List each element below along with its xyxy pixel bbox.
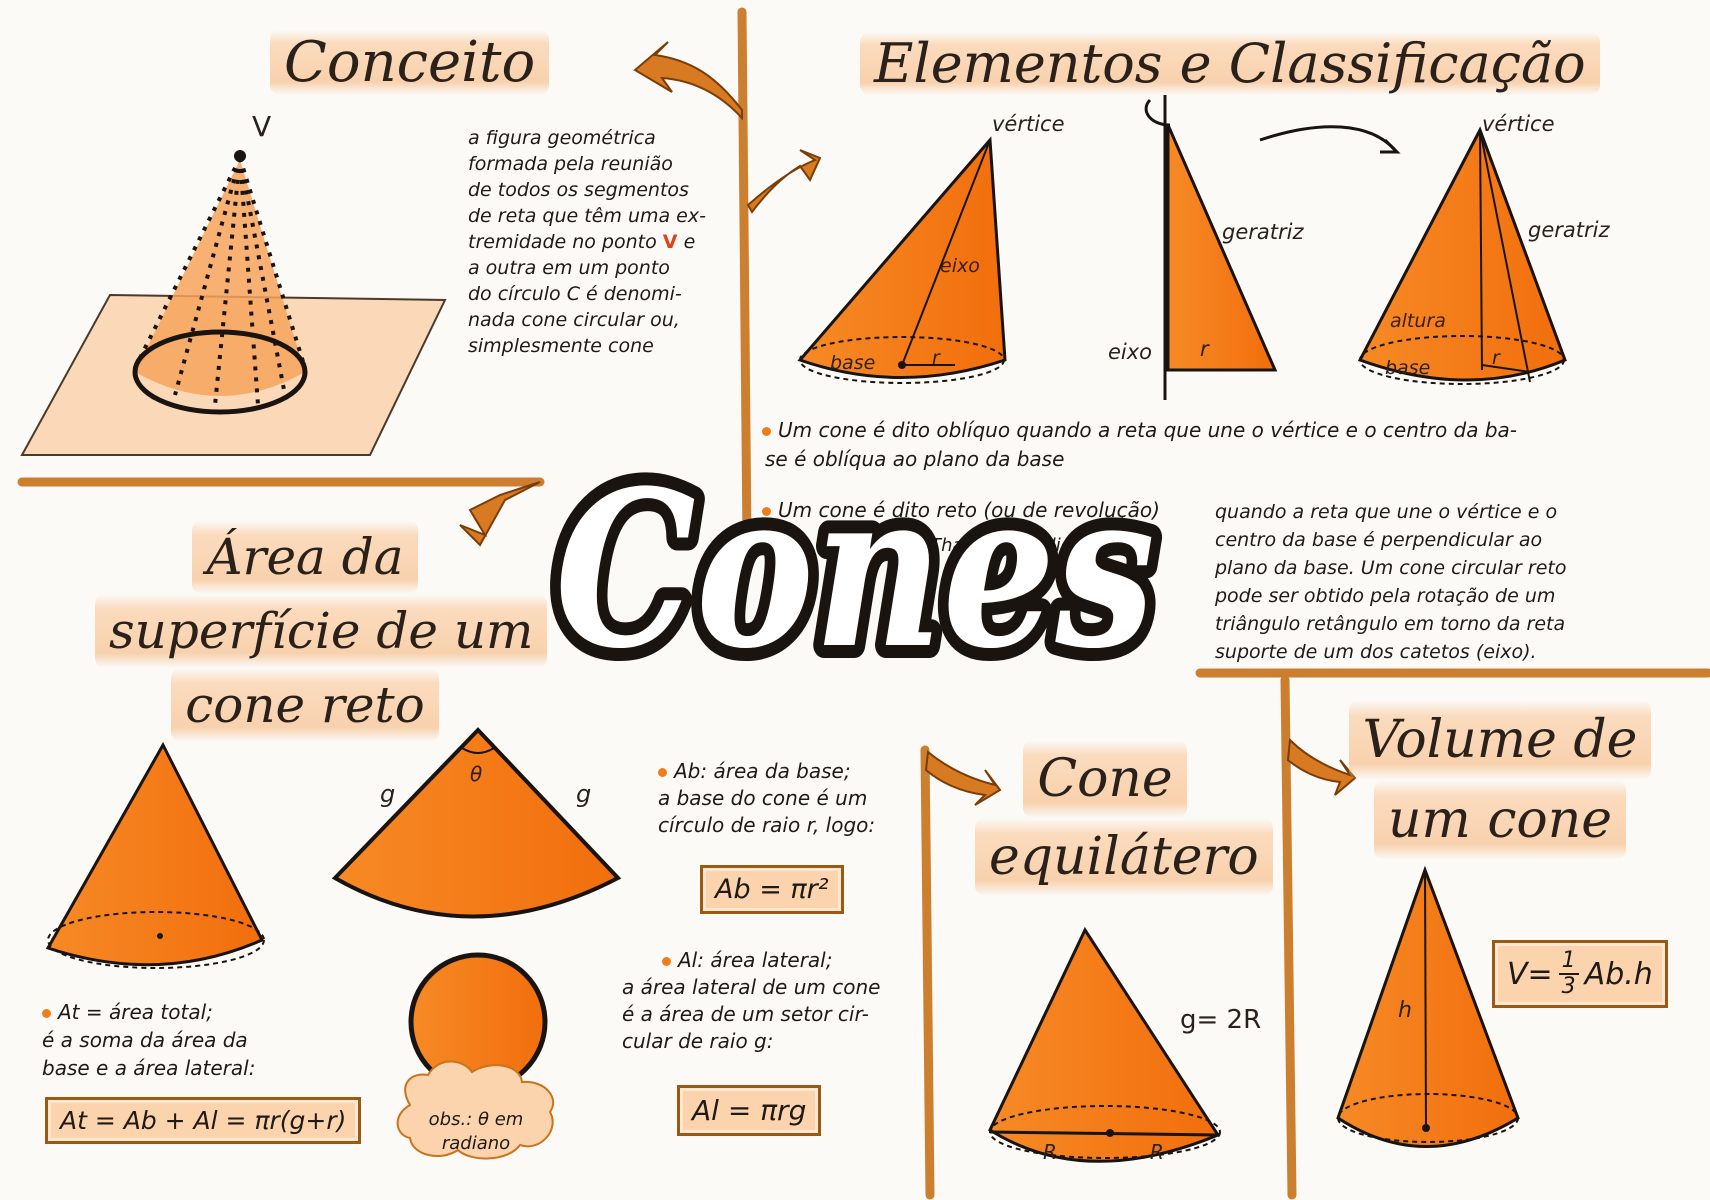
- base-label: base: [830, 352, 876, 374]
- at-formula: At = Ab + Al = πr(g+r): [45, 1097, 361, 1144]
- reto-start: Um cone é dito reto (ou de revolução): [762, 498, 1160, 522]
- area-title-line: superfície de um: [95, 594, 547, 668]
- main-title-text: Cones: [555, 443, 1155, 696]
- conceito-line: formada pela reunião: [468, 153, 673, 175]
- elementos-title: Elementos e Classificação: [860, 32, 1600, 95]
- reto-line: quando a reta que une o vértice e o: [1215, 501, 1558, 523]
- conceito-line: a figura geométrica: [468, 127, 656, 149]
- at-line: base e a área lateral:: [42, 1056, 256, 1080]
- author-credit: Profa. Thalita Cornelio: [872, 535, 1072, 556]
- conceito-e: e: [683, 231, 696, 253]
- conceito-line: simplesmente cone: [468, 335, 654, 357]
- eixo-label: eixo: [940, 255, 980, 277]
- reto-line: triângulo retângulo em torno da reta: [1215, 613, 1566, 635]
- volume-cone-drawing: [1338, 870, 1518, 1147]
- al-line: a área lateral de um cone: [622, 975, 881, 999]
- reto-line: pode ser obtido pela rotação de um: [1215, 585, 1556, 607]
- obliquo-line-2: se é oblíqua ao plano da base: [765, 447, 1065, 471]
- al-line: Al: área lateral;: [622, 947, 880, 974]
- obliquo-line-1: Um cone é dito oblíquo quando a reta que une o vértice e o centro da ba-: [762, 418, 1517, 442]
- ab-text: [658, 758, 875, 839]
- area-title: [95, 520, 534, 742]
- theta-label: θ: [470, 762, 483, 786]
- at-text: [42, 998, 255, 1082]
- reto-text: [1215, 498, 1566, 666]
- volume-title-line: Volume de: [1349, 700, 1652, 780]
- vertice-label: vértice: [992, 112, 1065, 136]
- ab-line: Ab: área da base;: [658, 758, 875, 785]
- conceito-drawing: [22, 150, 445, 455]
- rotation-arrow: [1260, 127, 1395, 150]
- radius-label: R: [1043, 1140, 1057, 1164]
- conceito-line: a outra em um ponto: [468, 257, 670, 279]
- volume-formula-suffix: Ab.h: [1584, 956, 1653, 992]
- equilatero-relation: g= 2R: [1180, 1005, 1262, 1035]
- equilateral-cone-drawing: [990, 930, 1220, 1161]
- volume-formula: [1492, 940, 1668, 1008]
- obs-line: radiano: [441, 1133, 511, 1154]
- at-line: At = área total;: [42, 998, 255, 1026]
- conceito-line: de todos os segmentos: [468, 179, 689, 201]
- al-line: é a área de um setor cir-: [622, 1002, 869, 1026]
- radius-label: r: [1492, 347, 1500, 369]
- altura-label: altura: [1390, 310, 1446, 332]
- main-title: [545, 430, 1165, 700]
- conceito-line: [468, 229, 706, 255]
- equilatero-title-line: Cone: [1023, 740, 1186, 818]
- right-cone-drawing: [1360, 130, 1565, 384]
- al-line: cular de raio g:: [622, 1029, 774, 1053]
- obs-line: obs.: θ em: [428, 1109, 524, 1130]
- equilatero-title-line: equilátero: [975, 818, 1273, 896]
- reto-line: suporte de um dos catetos (eixo).: [1215, 641, 1537, 663]
- ab-line: círculo de raio r, logo:: [658, 813, 876, 837]
- volume-formula-prefix: V=: [1507, 956, 1553, 992]
- volume-fraction: [1559, 949, 1579, 999]
- triangle-drawing: [1146, 95, 1275, 400]
- base-label: base: [1385, 357, 1431, 379]
- ab-formula: Ab = πr²: [700, 865, 844, 914]
- area-title-line: Área da: [192, 520, 417, 594]
- conceito-line: de reta que têm uma ex-: [468, 205, 706, 227]
- g-label: g: [576, 780, 592, 808]
- equilatero-title: [975, 740, 1259, 896]
- reto-line: plano da base. Um cone circular reto: [1215, 557, 1567, 579]
- ab-line: a base do cone é um: [658, 786, 868, 810]
- fraction-numerator: 1: [1559, 949, 1579, 975]
- al-text: [622, 947, 880, 1055]
- g-label: g: [380, 780, 396, 808]
- volume-title: [1330, 700, 1670, 860]
- conceito-line-text: tremidade no ponto: [468, 231, 657, 253]
- al-formula: Al = πrg: [677, 1085, 821, 1136]
- conceito-text: [468, 125, 706, 359]
- conceito-title: Conceito: [270, 30, 549, 95]
- reto-line: centro da base é perpendicular ao: [1215, 529, 1543, 551]
- obs-note: [420, 1108, 532, 1156]
- radius-label: R: [1150, 1140, 1164, 1164]
- volume-title-line: um cone: [1374, 780, 1626, 860]
- vertex-label: V: [252, 110, 272, 143]
- radius-label: r: [1200, 337, 1209, 361]
- geratriz-label: geratriz: [1222, 220, 1304, 244]
- fraction-denominator: 3: [1561, 974, 1576, 999]
- point-v: V: [662, 231, 678, 253]
- at-line: é a soma da área da: [42, 1028, 248, 1052]
- eixo-label: eixo: [1108, 340, 1153, 364]
- area-title-line: cone reto: [171, 668, 438, 742]
- area-cone-drawing: [48, 745, 264, 968]
- conceito-line: do círculo C é denomi-: [468, 283, 682, 305]
- height-label: h: [1398, 998, 1412, 1023]
- radius-label: r: [932, 347, 940, 369]
- conceito-line: nada cone circular ou,: [468, 309, 680, 331]
- vertice-label: vértice: [1482, 112, 1555, 136]
- geratriz-label: geratriz: [1528, 218, 1610, 242]
